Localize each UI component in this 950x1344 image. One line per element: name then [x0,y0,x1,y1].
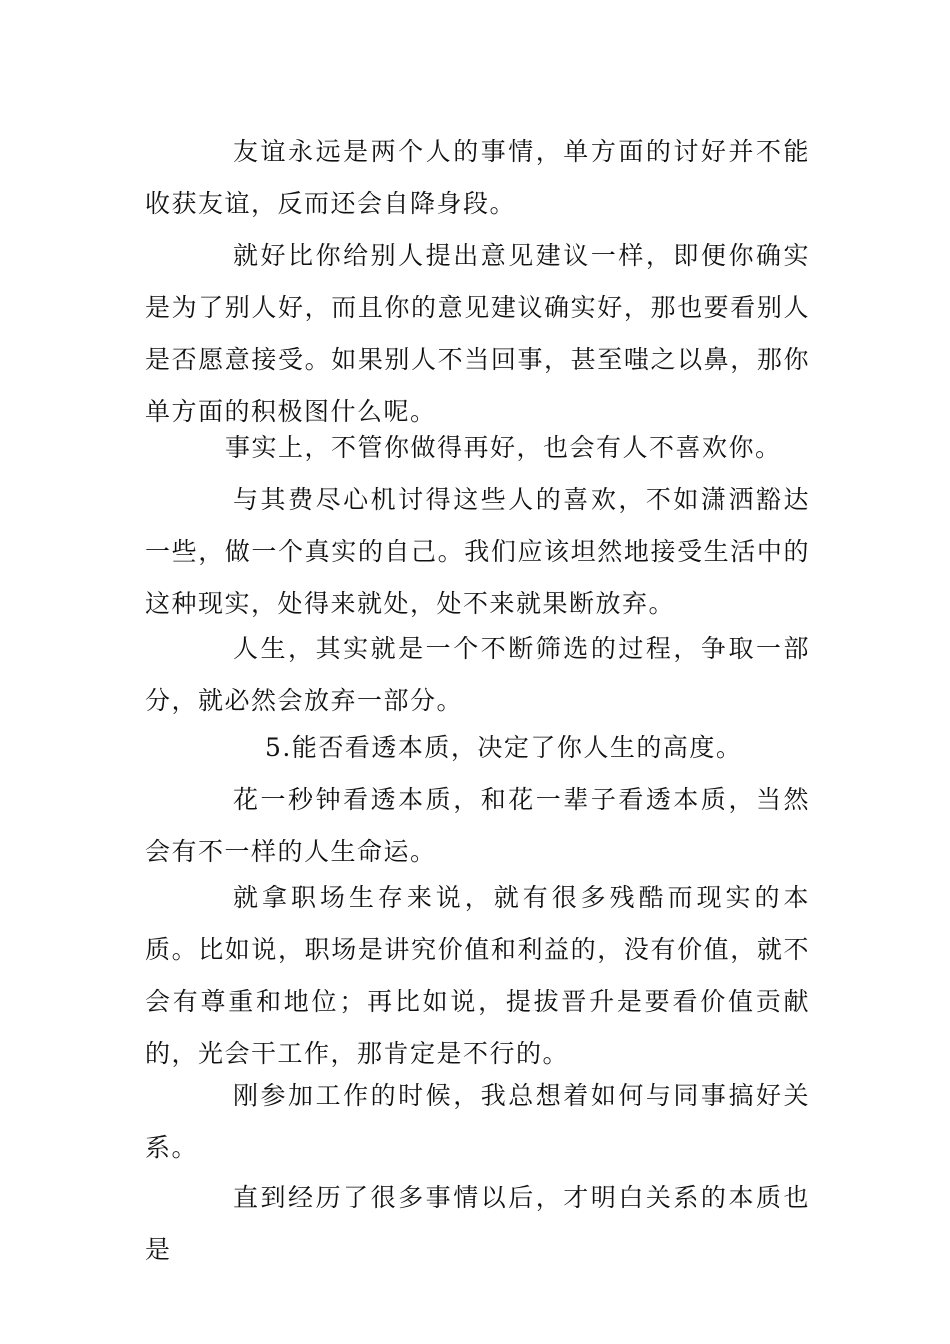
section-heading: 5.能否看透本质，决定了你人生的高度。 [265,733,743,762]
paragraph-see-essence: 花一秒钟看透本质，和花一辈子看透本质，当然会有不一样的人生命运。 [145,785,810,866]
paragraph-life-filter: 人生，其实就是一个不断筛选的过程，争取一部分，就必然会放弃一部分。 [145,634,810,715]
paragraph-first-job: 刚参加工作的时候，我总想着如何与同事搞好关系。 [145,1081,810,1162]
paragraph-friendship: 友谊永远是两个人的事情，单方面的讨好并不能收获友谊，反而还会自降身段。 [145,137,810,218]
paragraph-fact: 事实上，不管你做得再好，也会有人不喜欢你。 [225,433,782,462]
paragraph-relationship: 直到经历了很多事情以后，才明白关系的本质也是 [145,1183,810,1264]
paragraph-advice: 就好比你给别人提出意见建议一样，即便你确实是为了别人好，而且你的意见建议确实好，那也要看别人是否愿意接受。如果别人不当回事，甚至嗤之以鼻，那你单方面的积极图什么呢。 [145,241,810,426]
paragraph-be-yourself: 与其费尽心机讨得这些人的喜欢，不如潇洒豁达一些，做一个真实的自己。我们应该坦然地接受生活中的这种现实，处得来就处，处不来就果断放弃。 [145,485,810,618]
paragraph-workplace: 就拿职场生存来说，就有很多残酷而现实的本质。比如说，职场是讲究价值和利益的，没有价值，就不会有尊重和地位；再比如说，提拔晋升是要看价值贡献的，光会干工作，那肯定是不行的。 [145,883,810,1068]
